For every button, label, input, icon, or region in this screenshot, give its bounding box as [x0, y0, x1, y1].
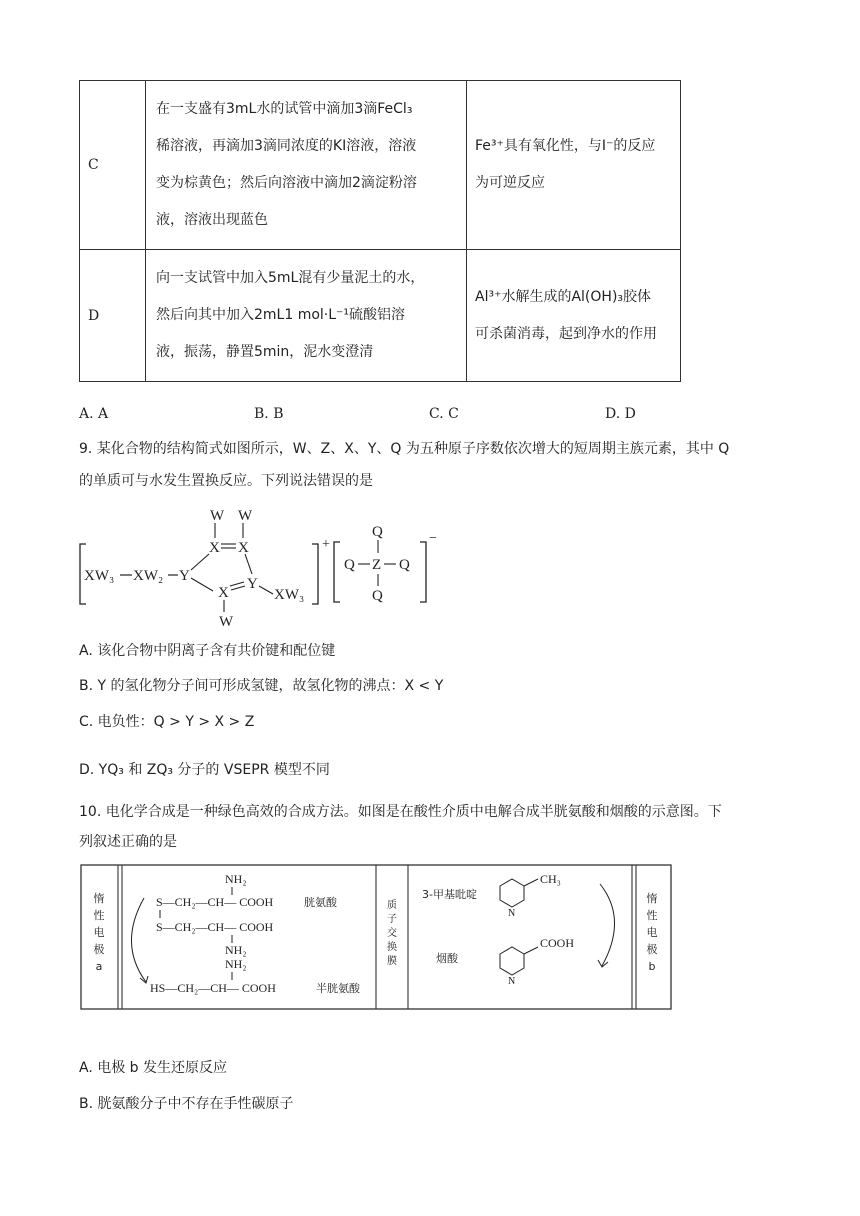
conclusion-line: 为可逆反应	[475, 175, 545, 191]
nicotinic-label: 烟酸	[436, 952, 458, 965]
cysteine-row: HS—CH₂—CH— COOH	[150, 981, 276, 995]
electrode-b-char: 极	[646, 943, 658, 956]
cystine-row-2: S—CH₂—CH— COOH	[156, 920, 274, 934]
conclusion-line: 可杀菌消毒，起到净水的作用	[475, 325, 657, 342]
q10-stem-line2: 列叙述正确的是	[79, 834, 177, 850]
x-ring-1: X	[209, 540, 220, 556]
operation-line: 液，振荡，静置5min，泥水变澄清	[156, 344, 374, 360]
q9-option-b: B. Y 的氢化物分子间可形成氢键，故氢化物的沸点：X < Y	[79, 678, 444, 694]
charge-plus: +	[322, 537, 330, 552]
membrane-char: 换	[387, 942, 397, 953]
q10-electrolysis-diagram	[80, 864, 672, 1010]
electrode-a-char: 电	[93, 926, 105, 939]
q-top: Q	[372, 524, 383, 540]
nh2-cysteine: NH₂	[225, 957, 247, 971]
q-left: Q	[344, 557, 355, 573]
electrode-b-char: 性	[646, 909, 658, 922]
options-table	[79, 80, 681, 382]
option-b: B. B	[254, 406, 284, 422]
operation-line: 变为棕黄色；然后向溶液中滴加2滴淀粉溶	[156, 175, 417, 191]
option-a: A. A	[79, 406, 109, 422]
q-bottom: Q	[372, 588, 383, 604]
membrane-char: 质	[387, 900, 397, 911]
q9-stem-line1: 9. 某化合物的结构简式如图所示，W、Z、X、Y、Q 为五种原子序数依次增大的短周期主族元素，其中 Q	[79, 441, 730, 457]
n-atom-1: N	[508, 908, 516, 919]
electrode-b-char: b	[648, 960, 656, 973]
option-c: C. C	[429, 406, 459, 422]
xw2: XW₂	[133, 568, 164, 584]
charge-minus: −	[429, 531, 437, 546]
electrode-a-char: a	[95, 960, 103, 973]
operation-cell	[146, 81, 467, 250]
electrode-b-char: 惰	[646, 892, 658, 905]
nh2-mid: NH₂	[225, 943, 247, 957]
operation-line: 向一支试管中加入5mL混有少量泥土的水，	[156, 270, 425, 286]
nh2-top: NH₂	[225, 872, 247, 886]
q10-option-b: B. 胱氨酸分子中不存在手性碳原子	[79, 1096, 294, 1112]
operation-line: 稀溶液，再滴加3滴同浓度的KI溶液，溶液	[156, 138, 417, 154]
conclusion-cell	[467, 81, 681, 250]
operation-cell	[146, 250, 467, 382]
q10-stem-line1: 10. 电化学合成是一种绿色高效的合成方法。如图是在酸性介质中电解合成半胱氨酸和烟酸的示意图。下	[79, 804, 722, 820]
z-center: Z	[372, 557, 382, 573]
w-top-2: W	[238, 508, 253, 524]
q9-option-c: C. 电负性：Q > Y > X > Z	[79, 714, 255, 730]
cystine-label: 胱氨酸	[304, 896, 337, 909]
xw3-left: XW₃	[84, 568, 115, 584]
x-ring-3: X	[218, 585, 229, 601]
table-row-c	[80, 81, 681, 250]
w-top-1: W	[210, 508, 225, 524]
option-label: D	[80, 250, 146, 382]
membrane-char: 子	[387, 914, 397, 925]
electrode-b-char: 电	[646, 926, 658, 939]
q9-stem-line2: 的单质可与水发生置换反应。下列说法错误的是	[79, 473, 373, 489]
q-right: Q	[399, 557, 410, 573]
option-label: C	[80, 81, 146, 250]
q10-option-a: A. 电极 b 发生还原反应	[79, 1060, 228, 1076]
operation-line: 液，溶液出现蓝色	[156, 212, 268, 228]
electrode-a-char: 惰	[93, 892, 105, 905]
q9-option-a: A. 该化合物中阴离子含有共价键和配位键	[79, 643, 336, 659]
xw3-right: XW₃	[274, 587, 305, 603]
membrane-char: 膜	[387, 956, 397, 967]
electrode-a-char: 极	[93, 943, 105, 956]
q9-option-d: D. YQ₃ 和 ZQ₃ 分子的 VSEPR 模型不同	[79, 762, 330, 778]
cystine-row-1: S—CH₂—CH— COOH	[156, 895, 274, 909]
q9-structure-diagram	[70, 500, 450, 630]
conclusion-line: Al³⁺水解生成的Al(OH)₃胶体	[475, 288, 652, 305]
operation-line: 在一支盛有3mL水的试管中滴加3滴FeCl₃	[156, 101, 413, 117]
y-ring: Y	[247, 576, 258, 592]
operation-line: 然后向其中加入2mL1 mol·L⁻¹硫酸铝溶	[156, 307, 406, 323]
conclusion-line: Fe³⁺具有氧化性，与I⁻的反应	[475, 138, 656, 154]
table-row-d	[80, 250, 681, 382]
membrane-char: 交	[387, 928, 397, 939]
n-atom-2: N	[508, 976, 516, 987]
ch3-label: CH₃	[540, 872, 561, 886]
option-d: D. D	[605, 406, 636, 422]
y-left: Y	[179, 568, 190, 584]
electrode-a-char: 性	[93, 909, 105, 922]
conclusion-cell	[467, 250, 681, 382]
cysteine-label: 半胱氨酸	[316, 982, 360, 995]
x-ring-2: X	[238, 540, 249, 556]
methylpyridine-label: 3-甲基吡啶	[422, 888, 477, 901]
w-bottom: W	[219, 614, 234, 630]
cooh-label: COOH	[540, 936, 575, 950]
